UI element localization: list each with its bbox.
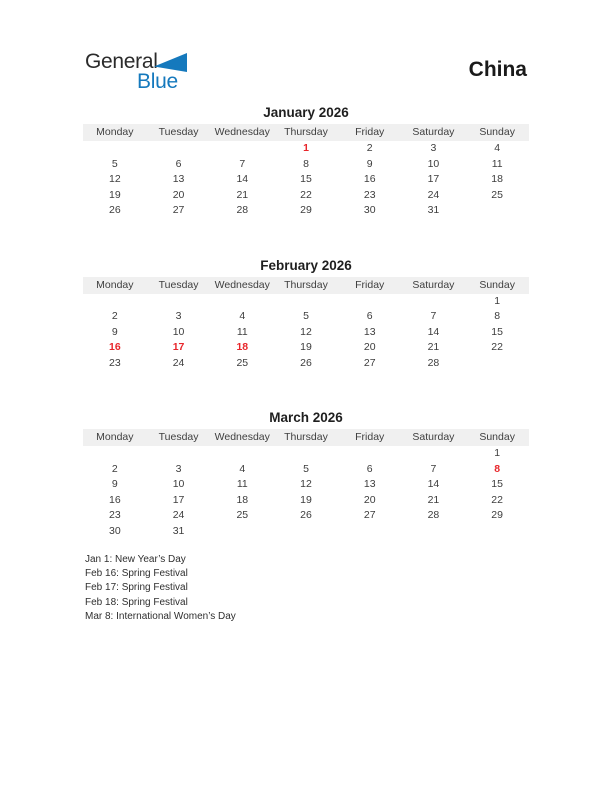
date-cell: 28 bbox=[236, 204, 249, 216]
date-cell: 15 bbox=[300, 173, 312, 185]
weeks-grid bbox=[83, 294, 529, 372]
date-cell-empty bbox=[147, 294, 211, 310]
date-cell: 20 bbox=[172, 188, 185, 201]
date-cell: 29 bbox=[491, 509, 503, 521]
date-cell: 27 bbox=[363, 509, 376, 521]
date-cell: 9 bbox=[366, 157, 373, 170]
month-february bbox=[83, 258, 529, 372]
day-header: Wednesday bbox=[214, 278, 270, 291]
week-row bbox=[83, 294, 529, 310]
holiday-item: Mar 8: International Women’s Day bbox=[85, 610, 236, 622]
date-cell: 16 bbox=[363, 173, 376, 185]
day-header: Tuesday bbox=[158, 126, 199, 138]
logo-text-general: General bbox=[85, 50, 158, 73]
date-cell: 25 bbox=[236, 356, 249, 369]
holiday-item: Jan 1: New Year’s Day bbox=[85, 554, 186, 565]
date-cell: 26 bbox=[109, 204, 121, 216]
date-cell: 9 bbox=[111, 325, 118, 338]
date-cell: 12 bbox=[300, 325, 312, 338]
date-cell-empty bbox=[83, 294, 147, 310]
date-cell: 13 bbox=[363, 325, 376, 338]
date-cell: 1 bbox=[494, 447, 501, 459]
day-header: Friday bbox=[355, 126, 385, 138]
date-cell-empty bbox=[210, 446, 274, 462]
week-row bbox=[83, 508, 529, 524]
date-cell: 10 bbox=[427, 157, 440, 170]
date-cell-empty bbox=[83, 141, 147, 157]
date-cell: 7 bbox=[430, 462, 437, 475]
date-cell: 18 bbox=[236, 493, 249, 506]
date-cell-empty bbox=[210, 141, 274, 157]
day-header: Saturday bbox=[412, 126, 455, 138]
week-row bbox=[83, 188, 529, 204]
date-cell: 30 bbox=[363, 204, 376, 216]
week-row bbox=[83, 493, 529, 509]
day-header: Thursday bbox=[284, 278, 328, 291]
date-cell: 5 bbox=[303, 462, 309, 475]
date-cell: 1 bbox=[494, 294, 501, 307]
week-row bbox=[83, 446, 529, 462]
holiday-item: Feb 17: Spring Festival bbox=[85, 582, 188, 594]
month-march bbox=[83, 410, 529, 539]
date-cell: 8 bbox=[494, 310, 501, 322]
month-january bbox=[83, 105, 529, 219]
date-cell: 4 bbox=[494, 142, 501, 154]
day-header: Saturday bbox=[412, 278, 455, 291]
date-cell: 16 bbox=[109, 341, 121, 353]
date-cell: 11 bbox=[236, 478, 248, 490]
week-row bbox=[83, 141, 529, 157]
month-title: February 2026 bbox=[260, 257, 352, 273]
date-cell: 12 bbox=[109, 173, 121, 185]
date-cell-empty bbox=[402, 294, 466, 310]
day-header: Thursday bbox=[284, 126, 328, 138]
date-cell: 27 bbox=[363, 356, 376, 369]
date-cell-empty bbox=[465, 524, 529, 540]
date-cell-empty bbox=[274, 446, 338, 462]
date-cell: 16 bbox=[109, 493, 121, 506]
date-cell: 18 bbox=[491, 173, 503, 185]
date-cell: 2 bbox=[111, 310, 118, 322]
date-cell: 7 bbox=[239, 157, 246, 170]
date-cell: 15 bbox=[491, 325, 503, 338]
date-cell: 4 bbox=[239, 310, 246, 322]
date-cell: 26 bbox=[300, 356, 312, 369]
date-cell: 6 bbox=[366, 310, 373, 322]
date-cell: 28 bbox=[427, 509, 440, 521]
day-header: Sunday bbox=[479, 278, 515, 291]
date-cell: 7 bbox=[430, 310, 437, 322]
date-cell: 31 bbox=[427, 204, 440, 216]
date-cell: 12 bbox=[300, 478, 312, 490]
date-cell: 23 bbox=[363, 188, 376, 201]
week-row bbox=[83, 340, 529, 356]
date-cell: 13 bbox=[363, 478, 376, 490]
page-header bbox=[85, 50, 527, 96]
date-cell: 23 bbox=[109, 356, 121, 369]
day-header: Wednesday bbox=[214, 431, 270, 443]
date-cell-empty bbox=[338, 294, 402, 310]
date-cell-empty bbox=[465, 203, 529, 219]
day-header: Sunday bbox=[479, 431, 515, 443]
date-cell: 3 bbox=[430, 142, 437, 154]
day-header: Friday bbox=[355, 431, 385, 443]
month-title: January 2026 bbox=[263, 105, 349, 120]
week-row bbox=[83, 477, 529, 493]
week-row bbox=[83, 309, 529, 325]
date-cell-empty bbox=[402, 446, 466, 462]
date-cell: 6 bbox=[175, 157, 182, 170]
date-cell: 28 bbox=[427, 356, 440, 369]
holiday-item: Feb 18: Spring Festival bbox=[85, 596, 188, 608]
date-cell: 20 bbox=[363, 341, 376, 353]
date-cell: 2 bbox=[366, 142, 373, 154]
date-cell: 14 bbox=[236, 173, 249, 185]
day-header-row bbox=[83, 124, 529, 141]
date-cell: 23 bbox=[109, 509, 121, 521]
week-row bbox=[83, 172, 529, 188]
date-cell: 14 bbox=[427, 478, 440, 490]
date-cell: 5 bbox=[303, 310, 309, 322]
day-header: Tuesday bbox=[158, 278, 199, 291]
date-cell: 19 bbox=[300, 493, 312, 506]
date-cell: 19 bbox=[300, 341, 312, 353]
date-cell: 24 bbox=[172, 356, 185, 369]
date-cell: 9 bbox=[111, 478, 118, 490]
week-row bbox=[83, 356, 529, 372]
date-cell: 5 bbox=[111, 157, 118, 170]
date-cell: 31 bbox=[172, 524, 185, 537]
weeks-grid bbox=[83, 141, 529, 219]
date-cell: 25 bbox=[236, 509, 249, 521]
country-title: China bbox=[468, 58, 527, 81]
week-row bbox=[83, 203, 529, 219]
date-cell-empty bbox=[465, 356, 529, 372]
date-cell-empty bbox=[210, 294, 274, 310]
date-cell-empty bbox=[274, 524, 338, 540]
date-cell-empty bbox=[402, 524, 466, 540]
date-cell: 22 bbox=[300, 188, 312, 201]
date-cell: 6 bbox=[366, 462, 373, 475]
date-cell: 4 bbox=[239, 462, 246, 475]
week-row bbox=[83, 325, 529, 341]
day-header: Tuesday bbox=[158, 431, 199, 443]
date-cell: 15 bbox=[491, 478, 503, 490]
holiday-item: Feb 16: Spring Festival bbox=[85, 568, 188, 580]
day-header: Saturday bbox=[412, 431, 455, 443]
day-header: Friday bbox=[355, 278, 385, 291]
date-cell: 8 bbox=[303, 157, 309, 170]
date-cell: 17 bbox=[172, 341, 185, 353]
date-cell: 30 bbox=[109, 524, 121, 537]
weeks-grid bbox=[83, 446, 529, 539]
day-header: Monday bbox=[96, 431, 134, 443]
day-header-row bbox=[83, 277, 529, 294]
day-header: Monday bbox=[96, 278, 134, 291]
week-row bbox=[83, 524, 529, 540]
general-blue-logo bbox=[85, 50, 190, 96]
date-cell-empty bbox=[338, 524, 402, 540]
date-cell: 18 bbox=[236, 341, 249, 353]
date-cell: 10 bbox=[172, 478, 185, 490]
date-cell: 22 bbox=[491, 493, 503, 506]
date-cell: 11 bbox=[236, 325, 248, 338]
date-cell-empty bbox=[210, 524, 274, 540]
date-cell: 22 bbox=[491, 341, 503, 353]
holiday-legend bbox=[85, 553, 236, 624]
day-header: Monday bbox=[96, 126, 134, 138]
date-cell-empty bbox=[83, 446, 147, 462]
date-cell: 11 bbox=[491, 157, 503, 170]
logo-text-blue: Blue bbox=[137, 70, 178, 93]
calendars-container bbox=[83, 105, 529, 578]
date-cell: 26 bbox=[300, 509, 312, 521]
date-cell: 24 bbox=[172, 509, 185, 521]
date-cell-empty bbox=[147, 141, 211, 157]
date-cell: 3 bbox=[175, 462, 182, 475]
date-cell: 21 bbox=[236, 188, 249, 201]
date-cell: 1 bbox=[303, 142, 309, 154]
date-cell: 17 bbox=[427, 173, 440, 185]
date-cell: 2 bbox=[111, 462, 118, 475]
day-header: Sunday bbox=[479, 126, 515, 138]
date-cell: 8 bbox=[494, 462, 501, 475]
date-cell: 25 bbox=[491, 188, 503, 201]
date-cell-empty bbox=[147, 446, 211, 462]
day-header-row bbox=[83, 429, 529, 446]
date-cell: 24 bbox=[427, 188, 440, 201]
date-cell: 21 bbox=[427, 493, 440, 506]
week-row bbox=[83, 157, 529, 173]
date-cell-empty bbox=[338, 446, 402, 462]
date-cell: 14 bbox=[427, 325, 440, 338]
week-row bbox=[83, 462, 529, 478]
date-cell: 17 bbox=[172, 493, 185, 506]
date-cell: 13 bbox=[172, 173, 185, 185]
date-cell-empty bbox=[274, 294, 338, 310]
date-cell: 21 bbox=[427, 341, 440, 353]
date-cell: 29 bbox=[300, 204, 312, 216]
date-cell: 20 bbox=[363, 493, 376, 506]
date-cell: 19 bbox=[109, 188, 121, 201]
day-header: Wednesday bbox=[214, 126, 270, 138]
date-cell: 3 bbox=[175, 310, 182, 322]
day-header: Thursday bbox=[284, 431, 328, 443]
month-title: March 2026 bbox=[269, 410, 343, 425]
date-cell: 27 bbox=[172, 204, 185, 216]
date-cell: 10 bbox=[172, 325, 185, 338]
